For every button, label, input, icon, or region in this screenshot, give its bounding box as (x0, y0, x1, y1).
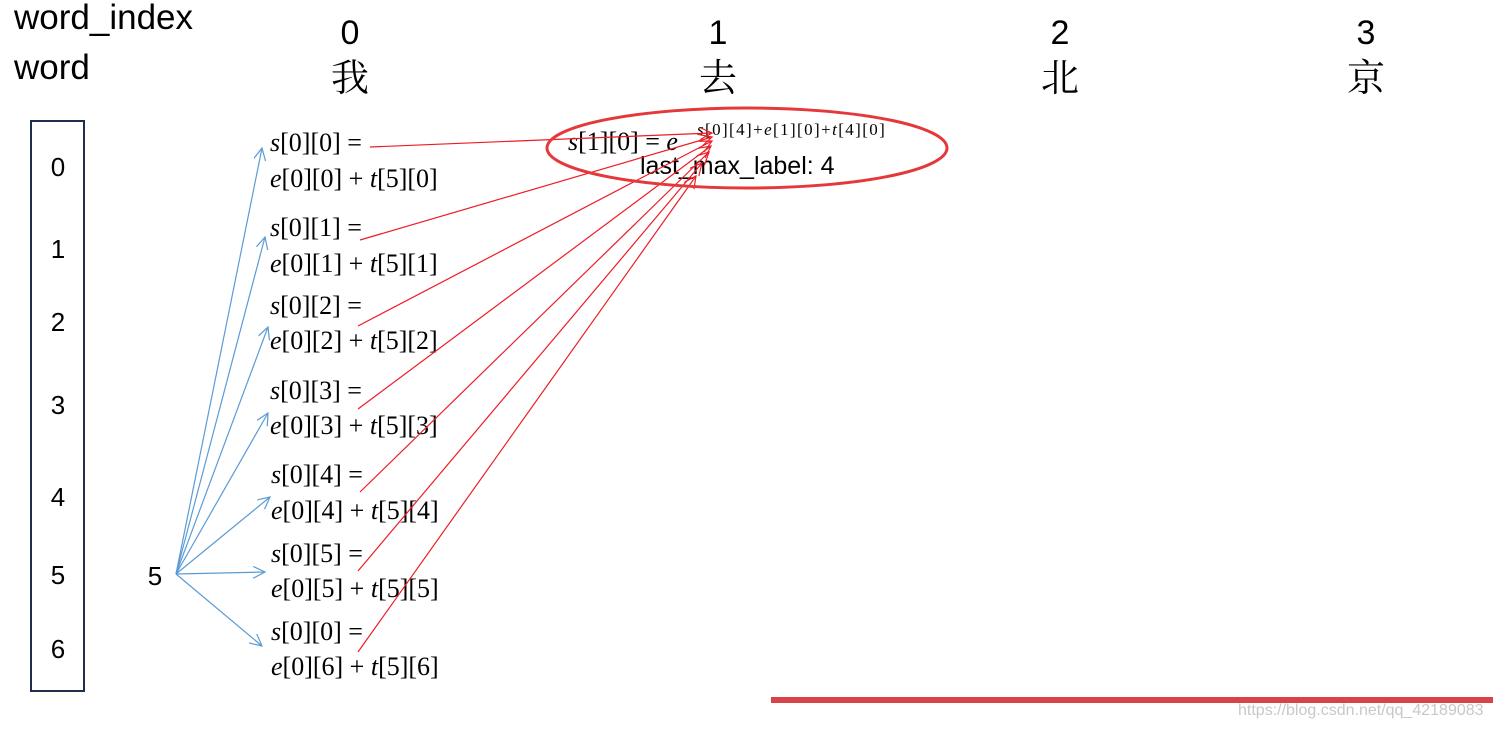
score-rhs-5: e[0][5] + t[5][5] (271, 574, 439, 603)
score-lhs-5: s[0][5] = (271, 539, 363, 568)
previous-label: 5 (147, 561, 163, 591)
score-rhs-1: e[0][1] + t[5][1] (270, 249, 438, 278)
blue-arrow-to-score-5 (176, 572, 265, 574)
last-max-label-note: last_max_label: 4 (640, 152, 835, 180)
score-lhs-1: s[0][1] = (270, 213, 362, 242)
blue-arrow-to-score-4 (176, 497, 270, 574)
label-box-item-2: 2 (50, 307, 66, 337)
score-lhs-3: s[0][3] = (270, 376, 362, 405)
column-word-3: 京 (1346, 58, 1385, 100)
label-box-item-3: 3 (50, 390, 66, 420)
blue-arrow-to-score-6 (176, 574, 262, 646)
score-lhs-0: s[0][0] = (270, 128, 362, 157)
label-box-item-6: 6 (50, 634, 66, 664)
label-box-item-0: 0 (50, 152, 66, 182)
word-header: word (14, 48, 90, 87)
label-box-item-4: 4 (50, 482, 66, 512)
score-rhs-3: e[0][3] + t[5][3] (270, 411, 438, 440)
word-index-header: word_index (14, 0, 193, 37)
blue-arrow-to-score-1 (176, 237, 265, 574)
label-box-item-5: 5 (50, 560, 66, 590)
column-index-0: 0 (340, 14, 360, 52)
watermark: https://blog.csdn.net/qq_42189083 (1238, 702, 1484, 719)
score-lhs-4: s[0][4] = (271, 460, 363, 489)
blue-arrow-to-score-0 (176, 148, 262, 574)
score-rhs-0: e[0][0] + t[5][0] (270, 164, 438, 193)
column-index-2: 2 (1050, 14, 1070, 52)
blue-arrow-to-score-3 (176, 413, 268, 574)
column-index-1: 1 (708, 14, 728, 52)
column-word-1: 去 (698, 58, 737, 100)
label-box-item-1: 1 (50, 234, 66, 264)
score-rhs-2: e[0][2] + t[5][2] (270, 326, 438, 355)
score-lhs-6: s[0][0] = (271, 617, 363, 646)
result-exponent: s[0][4]+e[1][0]+t[4][0] (697, 120, 887, 139)
result-formula: s[1][0] = e (568, 127, 678, 156)
score-rhs-4: e[0][4] + t[5][4] (271, 496, 439, 525)
column-index-3: 3 (1356, 14, 1376, 52)
column-word-0: 我 (330, 58, 369, 100)
blue-arrow-to-score-2 (176, 327, 268, 574)
column-word-2: 北 (1040, 58, 1079, 100)
score-rhs-6: e[0][6] + t[5][6] (271, 652, 439, 681)
score-lhs-2: s[0][2] = (270, 291, 362, 320)
red-arrow-from-score-4 (360, 152, 709, 492)
